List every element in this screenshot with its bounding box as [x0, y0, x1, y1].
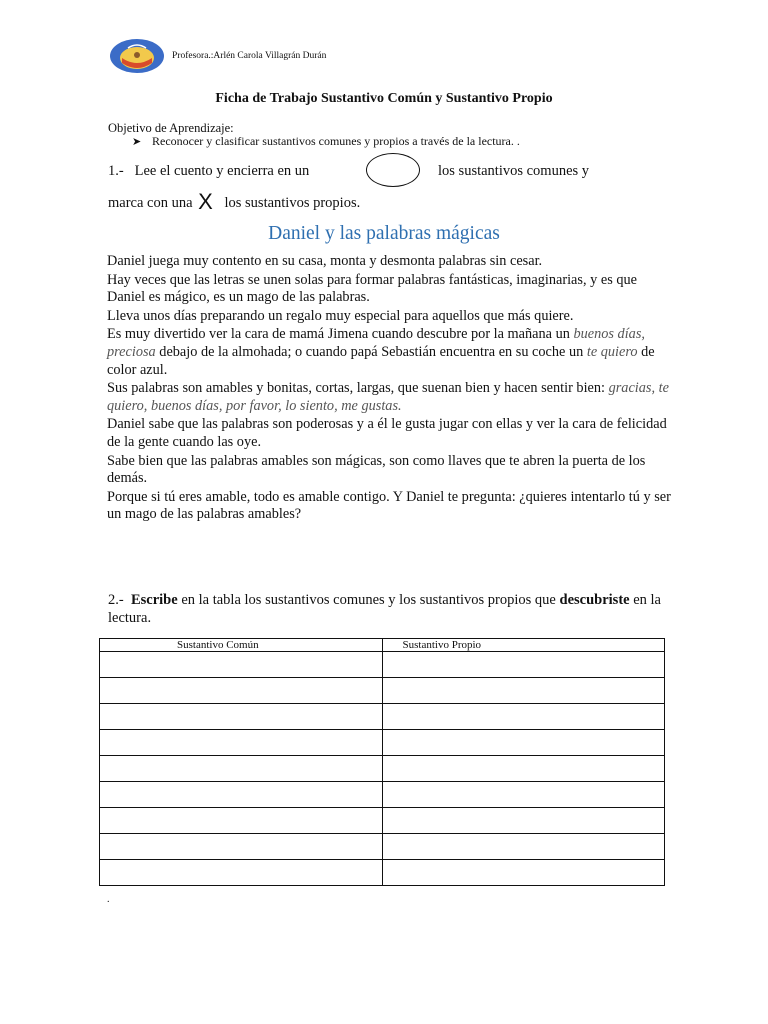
common-noun-cell[interactable] — [100, 652, 383, 678]
objective-label: Objetivo de Aprendizaje: — [108, 121, 234, 135]
kind-word: te quiero — [107, 380, 669, 414]
common-noun-cell[interactable] — [100, 678, 383, 704]
question-2-number: 2.- — [108, 592, 124, 608]
story-paragraph-1: Daniel juega muy contento en su casa, monta y desmonta palabras sin cesar. — [107, 253, 543, 269]
story-p4-italic-b: te quiero — [586, 343, 638, 360]
table-row — [100, 834, 665, 860]
proper-noun-cell[interactable] — [382, 834, 665, 860]
table-row — [100, 808, 665, 834]
table-row — [100, 756, 665, 782]
question-2-text-1: en la tabla los sustantivos comunes y los sustantivos propios que — [177, 592, 560, 608]
proper-noun-cell[interactable] — [382, 730, 665, 756]
x-mark-symbol: X — [198, 189, 213, 214]
story-paragraph-6: Daniel sabe que las palabras son poderosas y a él le gusta jugar con ellas y ver la cara de felicidad de la gente cuando las oye. — [107, 416, 667, 450]
question-1-text-c: marca con una — [108, 195, 193, 211]
objective-item — [132, 134, 520, 149]
school-logo — [108, 36, 166, 76]
kind-word: lo siento — [285, 397, 335, 414]
story-body — [107, 253, 675, 525]
question-1-text-a: Lee el cuento y encierra en un — [134, 163, 310, 179]
kind-word: me gustas — [341, 397, 399, 414]
objective-text: Reconocer y clasificar sustantivos comunes y propios a través de la lectura. . — [152, 134, 520, 148]
proper-noun-cell[interactable] — [382, 678, 665, 704]
question-2-text-2: en la lectura. — [108, 592, 661, 626]
kind-word-separator: , — [278, 397, 286, 414]
kind-word: gracias — [608, 380, 652, 397]
common-noun-cell[interactable] — [100, 834, 383, 860]
worksheet-title: Ficha de Trabajo Sustantivo Común y Sustantivo Propio — [215, 91, 553, 106]
story-p4-text-a: Es muy divertido ver la cara de mamá Jimena cuando descubre por la mañana un — [107, 326, 574, 343]
story-paragraph-4 — [107, 326, 675, 379]
noun-table — [99, 638, 665, 886]
common-noun-cell[interactable] — [100, 756, 383, 782]
question-1-text-b: los sustantivos comunes y — [438, 163, 590, 179]
story-p4-italic-a: buenos días, preciosa — [107, 326, 645, 360]
kind-word-end: . — [398, 397, 402, 414]
table-header-row — [100, 639, 665, 652]
common-noun-cell[interactable] — [100, 782, 383, 808]
story-paragraph-8: Porque si tú eres amable, todo es amable contigo. Y Daniel te pregunta: ¿quieres intentarlo tú y ser un mago de las palabras amables? — [107, 488, 671, 523]
story-paragraph-7: Sabe bien que las palabras amables son mágicas, son como llaves que te abren la puerta de los demás. — [107, 452, 646, 487]
proper-noun-cell[interactable] — [382, 704, 665, 730]
story-p4-text-b: debajo de la almohada; o cuando papá Sebastián encuentra en su coche un — [155, 343, 587, 360]
story-p4-text-c: de color azul. — [107, 343, 655, 378]
kind-word: por favor — [226, 397, 279, 414]
kind-word-separator: , — [143, 397, 151, 414]
story-p5-text: Sus palabras son amables y bonitas, cortas, largas, que suenan bien y hacen sentir bien: — [107, 380, 609, 397]
teacher-name: Profesora.:Arlén Carola Villagrán Durán — [172, 51, 327, 61]
story-paragraph-5 — [107, 380, 675, 415]
kind-word-separator: , — [218, 397, 227, 414]
common-noun-cell[interactable] — [100, 860, 383, 886]
common-noun-cell[interactable] — [100, 704, 383, 730]
proper-noun-cell[interactable] — [382, 782, 665, 808]
kind-word: buenos días — [150, 397, 219, 414]
proper-noun-cell[interactable] — [382, 808, 665, 834]
table-row — [100, 704, 665, 730]
header-proper-noun: Sustantivo Propio — [382, 639, 665, 652]
footer-mark: . — [107, 894, 110, 905]
question-2-bold-2: descubriste — [559, 592, 630, 608]
question-1-number: 1.- — [108, 163, 124, 179]
question-1-line-2 — [108, 187, 360, 213]
arrow-bullet-icon: ➤ — [132, 136, 142, 148]
question-2 — [108, 592, 668, 627]
question-2-bold-1: Escribe — [130, 592, 178, 608]
kind-word-separator: , — [334, 397, 342, 414]
table-row — [100, 782, 665, 808]
kind-word-separator: , — [651, 380, 659, 397]
table-row — [100, 678, 665, 704]
proper-noun-cell[interactable] — [382, 860, 665, 886]
story-paragraph-3: Lleva unos días preparando un regalo muy especial para aquellos que más quiere. — [107, 307, 574, 324]
question-1-line-1 — [108, 163, 309, 180]
table-row — [100, 730, 665, 756]
common-noun-cell[interactable] — [100, 730, 383, 756]
table-row — [100, 652, 665, 678]
oval-symbol — [366, 153, 420, 187]
story-paragraph-2: Hay veces que las letras se unen solas para formar palabras fantásticas, imaginarias, y es que Daniel es mágico, es un mago de las palabras. — [107, 271, 637, 306]
header-common-noun: Sustantivo Común — [100, 639, 383, 652]
question-1-text-d: los sustantivos propios. — [224, 195, 361, 211]
table-row — [100, 860, 665, 886]
proper-noun-cell[interactable] — [382, 756, 665, 782]
story-title: Daniel y las palabras mágicas — [268, 223, 500, 244]
common-noun-cell[interactable] — [100, 808, 383, 834]
proper-noun-cell[interactable] — [382, 652, 665, 678]
